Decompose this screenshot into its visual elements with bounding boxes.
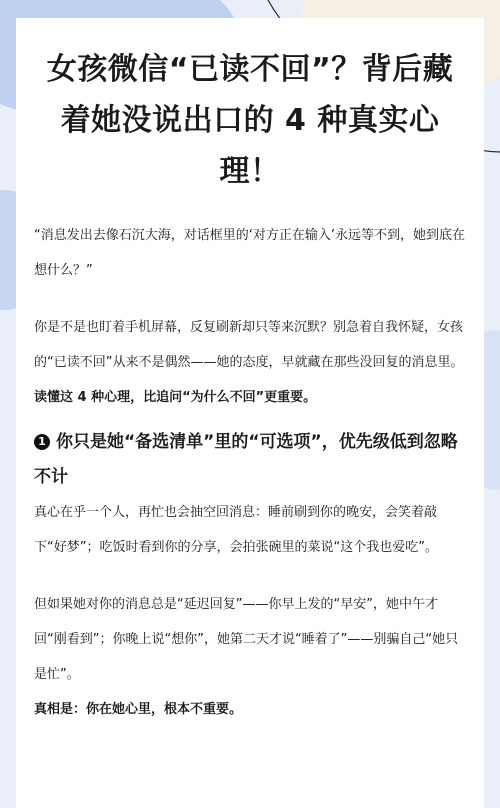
- intro-paragraph: 你是不是也盯着手机屏幕，反复刷新却只等来沉默？别急着自我怀疑，女孩的“已读不回”从来不是偶然——她的态度，早就藏在那些没回复的消息里。: [34, 320, 464, 370]
- intro-bold-statement: 读懂这 4 种心理，比追问“为什么不回”更重要。: [34, 390, 317, 405]
- section-1-paragraph-2: 但如果她对你的消息总是“延迟回复”——你早上发的“早安”，她中午才回“刚看到”；你晚上说“想你”，她第二天才说“睡着了”——别骗自己“她只是忙”。: [34, 597, 459, 682]
- section-1-heading: [34, 425, 466, 495]
- section-1-heading-text: 你只是她“备选清单”里的“可选项”，优先级低到忽略不计: [34, 432, 458, 487]
- paragraph-gap: [34, 288, 466, 310]
- section-number-badge: 1: [34, 434, 50, 450]
- paragraph-gap: [34, 565, 466, 587]
- section-1-conclusion: 真相是：你在她心里，根本不重要。: [34, 702, 243, 717]
- article-title: 女孩微信“已读不回”？背后藏着她没说出口的 4 种真实心理！: [46, 52, 454, 189]
- article-card: [16, 18, 484, 808]
- section-1-paragraph-1: 真心在乎一个人，再忙也会抽空回消息：睡前刷到你的晚安，会笑着敲下“好梦”；吃饭时看到你的分享，会拍张碗里的菜说“这个我也爱吃”。: [34, 505, 438, 555]
- intro-quote: “消息发出去像石沉大海，对话框里的‘对方正在输入’永远等不到，她到底在想什么？”: [34, 228, 465, 278]
